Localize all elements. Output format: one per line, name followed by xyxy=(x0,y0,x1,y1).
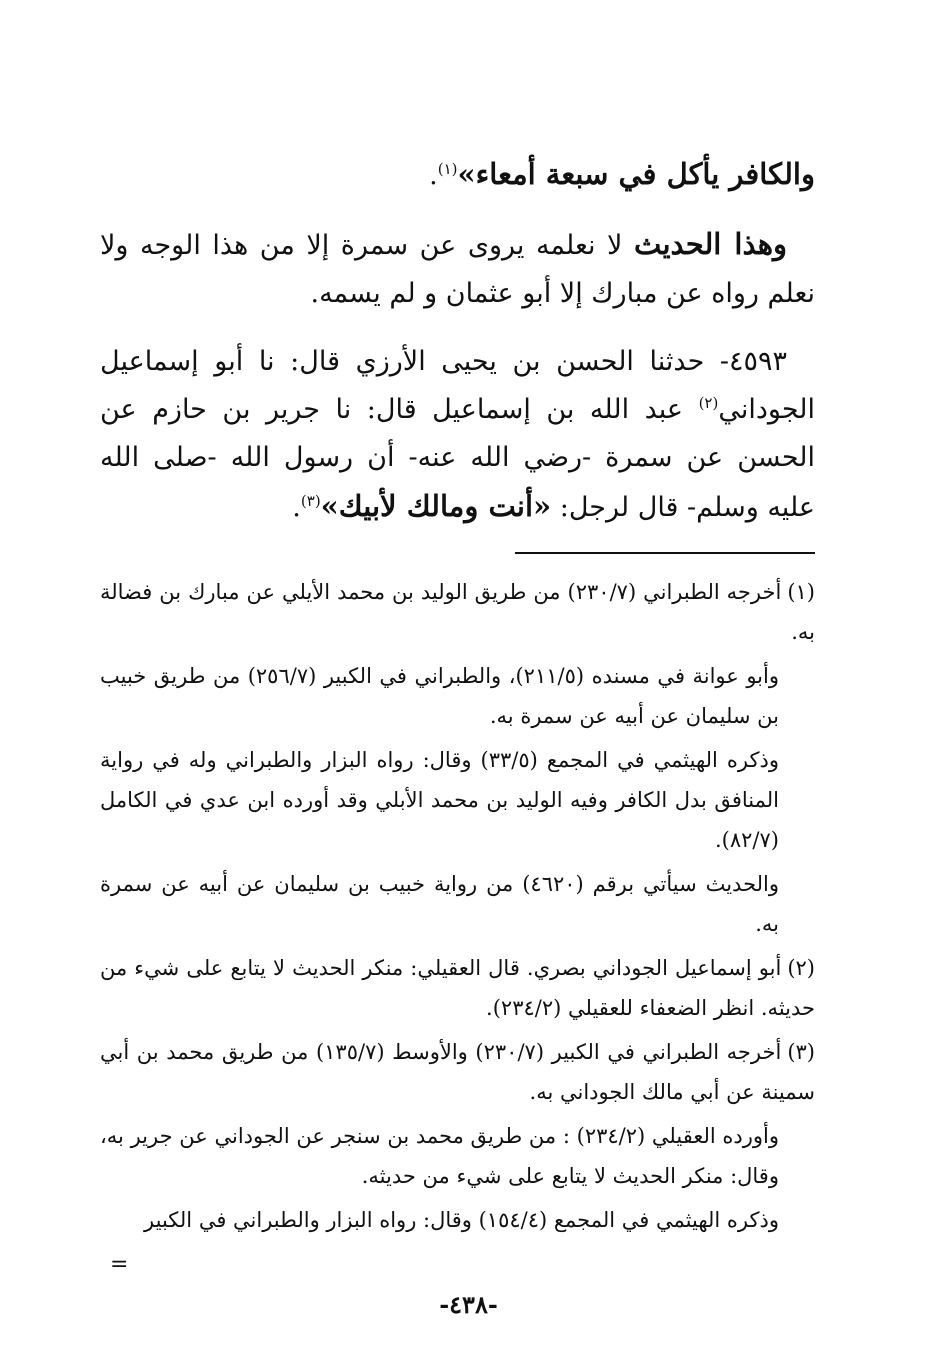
continuation-mark: = xyxy=(110,1252,129,1277)
footnote-3-continuation: وأورده العقيلي (٢٣٤/٢) : من طريق محمد بن سنجر عن الجوداني عن جرير به، وقال: منكر الحديث لا يتابع على شيء من حديثه. xyxy=(100,1124,779,1188)
hadith-text-bold: والكافر يأكل في سبعة أمعاء» xyxy=(457,157,815,191)
hadith-ending-line xyxy=(100,150,815,200)
main-text xyxy=(100,150,815,552)
commentary-text: لا نعلمه يروى عن سمرة إلا من هذا الوجه ولا نعلم رواه عن مبارك إلا أبو عثمان و لم يسمه. xyxy=(100,230,815,309)
footnote-1-continuation: وأبو عوانة في مسنده (٢١١/٥)، والطبراني في الكبير (٢٥٦/٧) من طريق خبيب بن سليمان عن أبيه عن سمرة به. xyxy=(100,664,779,728)
footnote-number: (٣) xyxy=(787,1040,815,1064)
footnote-1 xyxy=(100,572,815,652)
hadith-chain-b: عبد الله بن إسماعيل قال: نا جرير بن حازم عن الحسن عن سمرة -رضي الله عنه- أن رسول الله -صلى الله عليه وسلم- قال لرجل: xyxy=(100,394,815,523)
footnote-ref-2: (٢) xyxy=(698,394,719,412)
footnote-text: أخرجه الطبراني (٢٣٠/٧) من طريق الوليد بن محمد الأيلي عن مبارك بن فضالة به. xyxy=(100,580,815,644)
footnote-3 xyxy=(100,1032,815,1112)
footnote-1-continuation: وذكره الهيثمي في المجمع (٣٣/٥) وقال: رواه البزار والطبراني وله في رواية المنافق بدل الكافر وفيه الوليد بن محمد الأبلي وقد أورده ابن عدي في الكامل (٨٢/٧). xyxy=(100,748,779,852)
footnote-ref-3: (٣) xyxy=(300,492,321,510)
footnote-3-continuation: وذكره الهيثمي في المجمع (١٥٤/٤) وقال: رواه البزار والطبراني في الكبير xyxy=(144,1208,779,1232)
footnote-text: أبو إسماعيل الجوداني بصري. قال العقيلي: منكر الحديث لا يتابع على شيء من حديثه. انظر الضعفاء للعقيلي (٢٣٤/٢). xyxy=(100,956,815,1020)
commentary-lead: وهذا الحديث xyxy=(633,227,787,261)
hadith-chain-a: ٤٥٩٣- حدثنا الحسن بن يحيى الأرزي قال: نا أبو إسماعيل الجوداني xyxy=(100,346,815,425)
hadith-4593 xyxy=(100,338,815,532)
hadith-end-period: . xyxy=(292,492,301,523)
footnote-ref-1: (١) xyxy=(437,160,458,178)
footnote-number: (٢) xyxy=(787,956,815,980)
footnote-separator xyxy=(515,552,815,554)
footnotes xyxy=(100,572,815,1244)
author-commentary xyxy=(100,220,815,318)
footnote-number: (١) xyxy=(787,580,815,604)
hadith-quote: «أنت ومالك لأبيك» xyxy=(320,489,552,523)
page-number: -٤٣٨- xyxy=(439,1290,498,1319)
footnote-1-continuation: والحديث سيأتي برقم (٤٦٢٠) من رواية خبيب بن سليمان عن أبيه عن سمرة به. xyxy=(100,872,780,936)
footnote-text: أخرجه الطبراني في الكبير (٢٣٠/٧) والأوسط (١٣٥/٧) من طريق محمد بن أبي سمينة عن أبي مالك الجوداني به. xyxy=(100,1040,815,1104)
line-end-period: . xyxy=(429,160,438,191)
footnote-2 xyxy=(100,948,815,1028)
